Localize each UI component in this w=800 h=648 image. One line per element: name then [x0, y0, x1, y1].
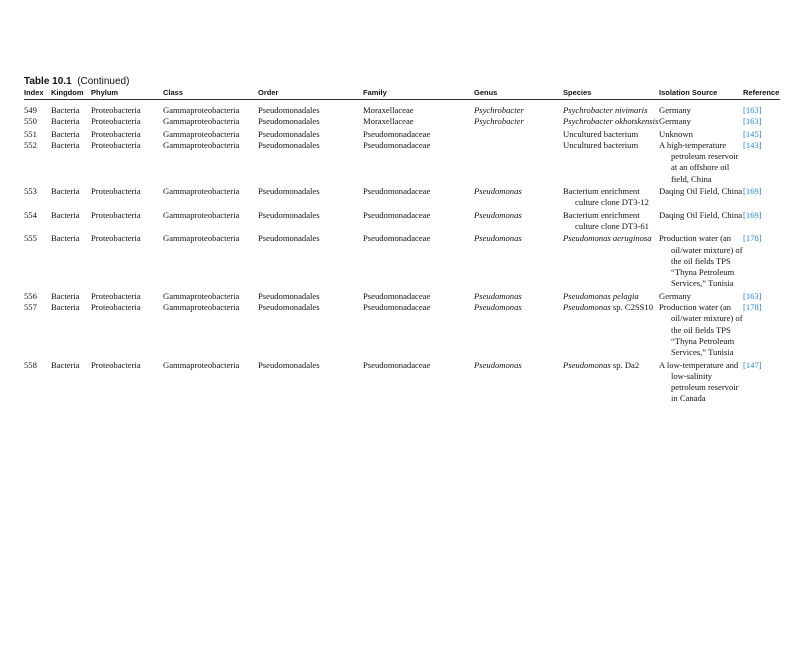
cell-kingdom: Bacteria: [51, 116, 80, 127]
col-header: Class: [163, 88, 258, 100]
cell-index: 555: [24, 233, 37, 244]
cell-index: 556: [24, 290, 37, 301]
cell-class: Gammaproteobacteria: [163, 233, 240, 244]
cell-source: Germany: [659, 116, 691, 127]
col-header: Family: [363, 88, 474, 100]
cell-kingdom: Bacteria: [51, 359, 80, 370]
table-title-suffix: (Continued): [77, 76, 130, 87]
table-header-row: [24, 88, 780, 100]
table-row: [24, 359, 780, 405]
col-header: Phylum: [91, 88, 163, 100]
cell-order: Pseudomonadales: [258, 302, 320, 313]
cell-class: Gammaproteobacteria: [163, 186, 240, 197]
cell-genus: [474, 140, 563, 185]
reference-link[interactable]: [178]: [743, 302, 762, 313]
cell-species: Psychrobacter nivimaris: [563, 105, 648, 115]
cell-class: Gammaproteobacteria: [163, 359, 240, 370]
reference-link[interactable]: [143]: [743, 139, 762, 150]
col-header: Genus: [474, 88, 563, 100]
cell-phylum: Proteobacteria: [91, 209, 141, 220]
cell-source: Daqing Oil Field, China: [659, 186, 743, 197]
cell-class: Gammaproteobacteria: [163, 128, 240, 139]
cell-order: Pseudomonadales: [258, 209, 320, 220]
cell-genus: [474, 128, 563, 140]
reference-link[interactable]: [163]: [743, 105, 762, 115]
table-row: [24, 100, 780, 117]
col-header: Species: [563, 88, 659, 100]
species-strain-part: sp. Da2: [612, 359, 640, 370]
cell-source: A low-temperature and low-salinity petroleum reservoir in Canada: [659, 359, 739, 404]
cell-genus: Pseudomonas: [474, 359, 522, 370]
cell-class: Gammaproteobacteria: [163, 209, 240, 220]
cell-species: Bacterium enrichment culture clone DT3-12: [563, 186, 649, 208]
cell-phylum: Proteobacteria: [91, 116, 141, 127]
cell-source: Unknown: [659, 128, 693, 139]
cell-order: Pseudomonadales: [258, 233, 320, 244]
cell-kingdom: Bacteria: [51, 128, 80, 139]
cell-kingdom: Bacteria: [51, 290, 80, 301]
cell-index: 552: [24, 139, 37, 150]
table-row: [24, 290, 780, 302]
cell-class: Gammaproteobacteria: [163, 139, 240, 150]
cell-species: Pseudomonas pelagia: [563, 290, 639, 301]
table-row: [24, 232, 780, 289]
cell-kingdom: Bacteria: [51, 302, 80, 313]
reference-link[interactable]: [147]: [743, 359, 762, 370]
cell-source: Germany: [659, 105, 691, 115]
cell-species: [563, 302, 659, 358]
cell-species: Pseudomonas aeruginosa: [563, 233, 652, 244]
col-header: Kingdom: [51, 88, 91, 100]
table-row: [24, 128, 780, 140]
cell-order: Pseudomonadales: [258, 290, 320, 301]
cell-index: 553: [24, 186, 37, 197]
table-title-label: Table 10.1: [24, 76, 72, 87]
cell-genus: Pseudomonas: [474, 290, 522, 301]
cell-phylum: Proteobacteria: [91, 128, 141, 139]
cell-family: Pseudomonadaceae: [363, 209, 431, 220]
cell-order: Pseudomonadales: [258, 116, 320, 127]
cell-species: [563, 359, 659, 405]
table-row: [24, 185, 780, 209]
reference-link[interactable]: [163]: [743, 116, 762, 127]
cell-family: Moraxellaceae: [363, 105, 414, 115]
cell-index: 549: [24, 105, 37, 115]
reference-link[interactable]: [178]: [743, 233, 762, 244]
cell-genus: Pseudomonas: [474, 209, 522, 220]
cell-phylum: Proteobacteria: [91, 186, 141, 197]
reference-link[interactable]: [145]: [743, 128, 762, 139]
cell-phylum: Proteobacteria: [91, 302, 141, 313]
col-header: Reference: [743, 88, 780, 100]
cell-class: Gammaproteobacteria: [163, 302, 240, 313]
species-genus-part: Pseudomonas: [563, 359, 611, 370]
table-row: [24, 209, 780, 233]
cell-order: Pseudomonadales: [258, 128, 320, 139]
cell-family: Pseudomonadaceae: [363, 302, 431, 313]
cell-family: Moraxellaceae: [363, 116, 414, 127]
data-table: [24, 88, 780, 405]
reference-link[interactable]: [169]: [743, 209, 762, 220]
cell-index: 554: [24, 209, 37, 220]
cell-family: Pseudomonadaceae: [363, 290, 431, 301]
cell-family: Pseudomonadaceae: [363, 186, 431, 197]
cell-kingdom: Bacteria: [51, 233, 80, 244]
cell-species: Psychrobacter okhotskensis: [563, 116, 659, 127]
table-title: [24, 76, 129, 87]
cell-family: Pseudomonadaceae: [363, 359, 431, 370]
cell-order: Pseudomonadales: [258, 139, 320, 150]
cell-genus: Psychrobacter: [474, 105, 524, 115]
cell-phylum: Proteobacteria: [91, 139, 141, 150]
col-header: Index: [24, 88, 51, 100]
reference-link[interactable]: [163]: [743, 290, 762, 301]
reference-link[interactable]: [169]: [743, 186, 762, 197]
cell-family: Pseudomonadaceae: [363, 139, 431, 150]
col-header: Order: [258, 88, 363, 100]
cell-kingdom: Bacteria: [51, 139, 80, 150]
cell-index: 558: [24, 359, 37, 370]
cell-kingdom: Bacteria: [51, 105, 80, 115]
species-strain-part: sp. C2SS10: [612, 302, 654, 313]
cell-phylum: Proteobacteria: [91, 105, 141, 115]
cell-class: Gammaproteobacteria: [163, 105, 240, 115]
cell-source: Daqing Oil Field, China: [659, 209, 743, 220]
table-row: [24, 116, 780, 127]
cell-genus: Pseudomonas: [474, 233, 522, 244]
cell-family: Pseudomonadaceae: [363, 233, 431, 244]
cell-genus: Pseudomonas: [474, 186, 522, 197]
cell-order: Pseudomonadales: [258, 105, 320, 115]
cell-class: Gammaproteobacteria: [163, 116, 240, 127]
cell-source: Production water (an oil/water mixture) of the oil fields TPS “Thyna Petroleum Services,” Tunisia: [659, 302, 743, 358]
cell-species: Uncultured bacterium: [563, 139, 639, 150]
cell-class: Gammaproteobacteria: [163, 290, 240, 301]
table-row: [24, 302, 780, 358]
cell-index: 557: [24, 302, 37, 313]
cell-species: Bacterium enrichment culture clone DT3-61: [563, 209, 649, 231]
cell-index: 551: [24, 128, 37, 139]
cell-phylum: Proteobacteria: [91, 290, 141, 301]
cell-species: Uncultured bacterium: [563, 128, 639, 139]
cell-order: Pseudomonadales: [258, 359, 320, 370]
cell-order: Pseudomonadales: [258, 186, 320, 197]
cell-source: Germany: [659, 290, 691, 301]
cell-kingdom: Bacteria: [51, 186, 80, 197]
cell-phylum: Proteobacteria: [91, 233, 141, 244]
cell-source: Production water (an oil/water mixture) of the oil fields TPS “Thyna Petroleum Services,” Tunisia: [659, 233, 743, 289]
col-header: Isolation Source: [659, 88, 743, 100]
cell-source: A high-temperature petroleum reservoir at an offshore oil field, China: [659, 139, 739, 184]
cell-kingdom: Bacteria: [51, 209, 80, 220]
cell-index: 550: [24, 116, 37, 127]
cell-genus: Psychrobacter: [474, 116, 524, 127]
cell-phylum: Proteobacteria: [91, 359, 141, 370]
cell-family: Pseudomonadaceae: [363, 128, 431, 139]
species-genus-part: Pseudomonas: [563, 302, 611, 313]
table-row: [24, 140, 780, 185]
cell-genus: Pseudomonas: [474, 302, 522, 313]
